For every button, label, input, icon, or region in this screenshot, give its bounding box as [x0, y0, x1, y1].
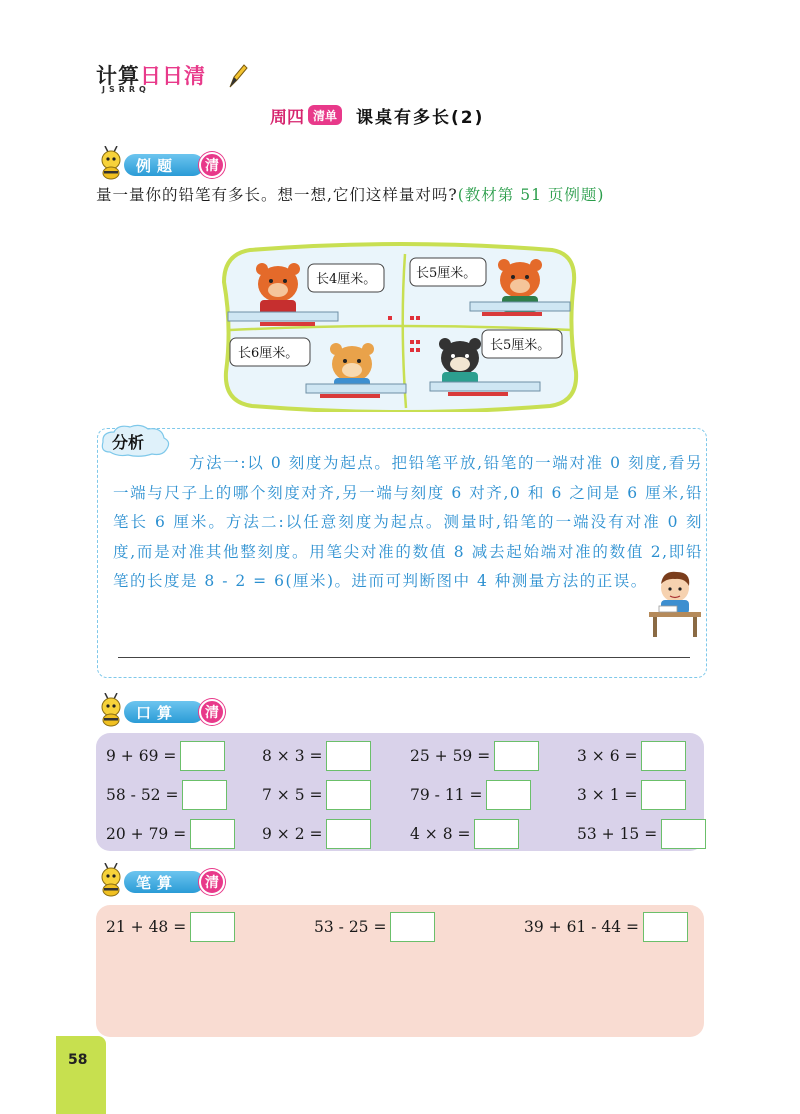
title-week: 周四	[270, 107, 304, 128]
page-number-tab	[56, 1036, 106, 1114]
answer-box[interactable]	[190, 819, 235, 849]
analysis-text: 方法一:以 0 刻度为起点。把铅笔平放,铅笔的一端对准 0 刻度,看另一端与尺子上的哪个刻度对齐,另一端与刻度 6 对齐,0 和 6 之间是 6 厘米,铅笔长 6 厘米。方法二:以任意刻度为起点。测量时,铅笔的一端没有对准 0 刻度,而是对准其他整刻度。用笔尖对准的数值 8 减去起始端对准的数值 2,即铅笔的长度是 8 - 2 = 6(厘米)。进而可判断图中 4 种测量方法的正误。	[113, 454, 703, 590]
answer-box[interactable]	[326, 780, 371, 810]
equation-text: 7 × 5 =	[262, 786, 323, 804]
lesson-title: 课桌有多长(2)	[356, 107, 485, 128]
equation	[106, 741, 225, 771]
ruler	[470, 302, 570, 311]
pen-icon	[226, 63, 248, 89]
qing-badge: 清	[199, 152, 225, 178]
answer-box[interactable]	[641, 780, 686, 810]
equation-text: 3 × 1 =	[577, 786, 638, 804]
equation-text: 53 + 15 =	[577, 825, 658, 843]
answer-box[interactable]	[494, 741, 539, 771]
bear-character	[330, 343, 374, 390]
answer-box[interactable]	[474, 819, 519, 849]
title-badge: 清单	[308, 105, 342, 125]
section-label-example: 例题	[124, 154, 204, 176]
section-header-example	[96, 146, 236, 180]
equation-text: 58 - 52 =	[106, 786, 179, 804]
brand-logo	[96, 60, 256, 100]
equation	[262, 819, 371, 849]
equation-text: 39 + 61 - 44 =	[524, 918, 640, 936]
answer-box[interactable]	[182, 780, 227, 810]
pencil	[320, 394, 380, 398]
qing-badge: 清	[199, 699, 225, 725]
equation	[577, 780, 686, 810]
equation-text: 8 × 3 =	[262, 747, 323, 765]
black-bear-character	[439, 338, 481, 386]
equation-text: 25 + 59 =	[410, 747, 491, 765]
section-header-written	[96, 863, 236, 897]
pencil	[260, 322, 315, 326]
section-header-oral	[96, 693, 236, 727]
answer-box[interactable]	[326, 741, 371, 771]
equation-text: 9 + 69 =	[106, 747, 177, 765]
equation	[314, 912, 435, 942]
section-label-oral: 口算	[124, 701, 204, 723]
equation	[262, 741, 371, 771]
answer-line	[118, 657, 690, 658]
answer-box[interactable]	[190, 912, 235, 942]
equation-text: 21 + 48 =	[106, 918, 187, 936]
page-number: 58	[68, 1052, 88, 1068]
qing-badge: 清	[199, 869, 225, 895]
speech-bubble-text: 长6厘米。	[238, 346, 299, 361]
answer-box[interactable]	[180, 741, 225, 771]
measuring-illustration	[220, 242, 582, 412]
equation-text: 20 + 79 =	[106, 825, 187, 843]
example-question	[96, 182, 708, 209]
brand-title-a: 计算	[96, 64, 140, 88]
equation	[262, 780, 371, 810]
speech-bubble-text: 长5厘米。	[490, 338, 551, 353]
equation	[410, 741, 539, 771]
answer-box[interactable]	[390, 912, 435, 942]
analysis-tag-text: 分析	[112, 433, 145, 452]
equation	[410, 819, 519, 849]
equation-text: 3 × 6 =	[577, 747, 638, 765]
equation-text: 4 × 8 =	[410, 825, 471, 843]
speech-bubble-text: 长5厘米。	[416, 266, 477, 281]
equation-text: 79 - 11 =	[410, 786, 483, 804]
answer-box[interactable]	[326, 819, 371, 849]
speech-bubble-text: 长4厘米。	[316, 272, 377, 287]
answer-box[interactable]	[486, 780, 531, 810]
ruler	[228, 312, 338, 321]
equation	[577, 819, 706, 849]
equation	[524, 912, 688, 942]
pencil	[448, 392, 508, 396]
equation	[410, 780, 531, 810]
bear-character	[256, 263, 300, 316]
ruler	[306, 384, 406, 393]
pencil	[482, 312, 542, 316]
equation-text: 9 × 2 =	[262, 825, 323, 843]
answer-box[interactable]	[643, 912, 688, 942]
answer-box[interactable]	[661, 819, 706, 849]
question-text: 量一量你的铅笔有多长。想一想,它们这样量对吗?	[96, 186, 458, 204]
equation	[106, 780, 227, 810]
section-label-written: 笔算	[124, 871, 204, 893]
brand-subtitle: JSRRQ	[102, 85, 150, 94]
answer-box[interactable]	[641, 741, 686, 771]
brand-title-b: 日日清	[140, 64, 206, 88]
equation-text: 53 - 25 =	[314, 918, 387, 936]
boy-at-desk-illustration	[645, 568, 705, 638]
textbook-reference: (教材第 51 页例题)	[457, 186, 605, 204]
equation	[106, 912, 235, 942]
ruler	[430, 382, 540, 391]
equation	[106, 819, 235, 849]
equation	[577, 741, 686, 771]
lesson-title-row	[270, 103, 484, 127]
